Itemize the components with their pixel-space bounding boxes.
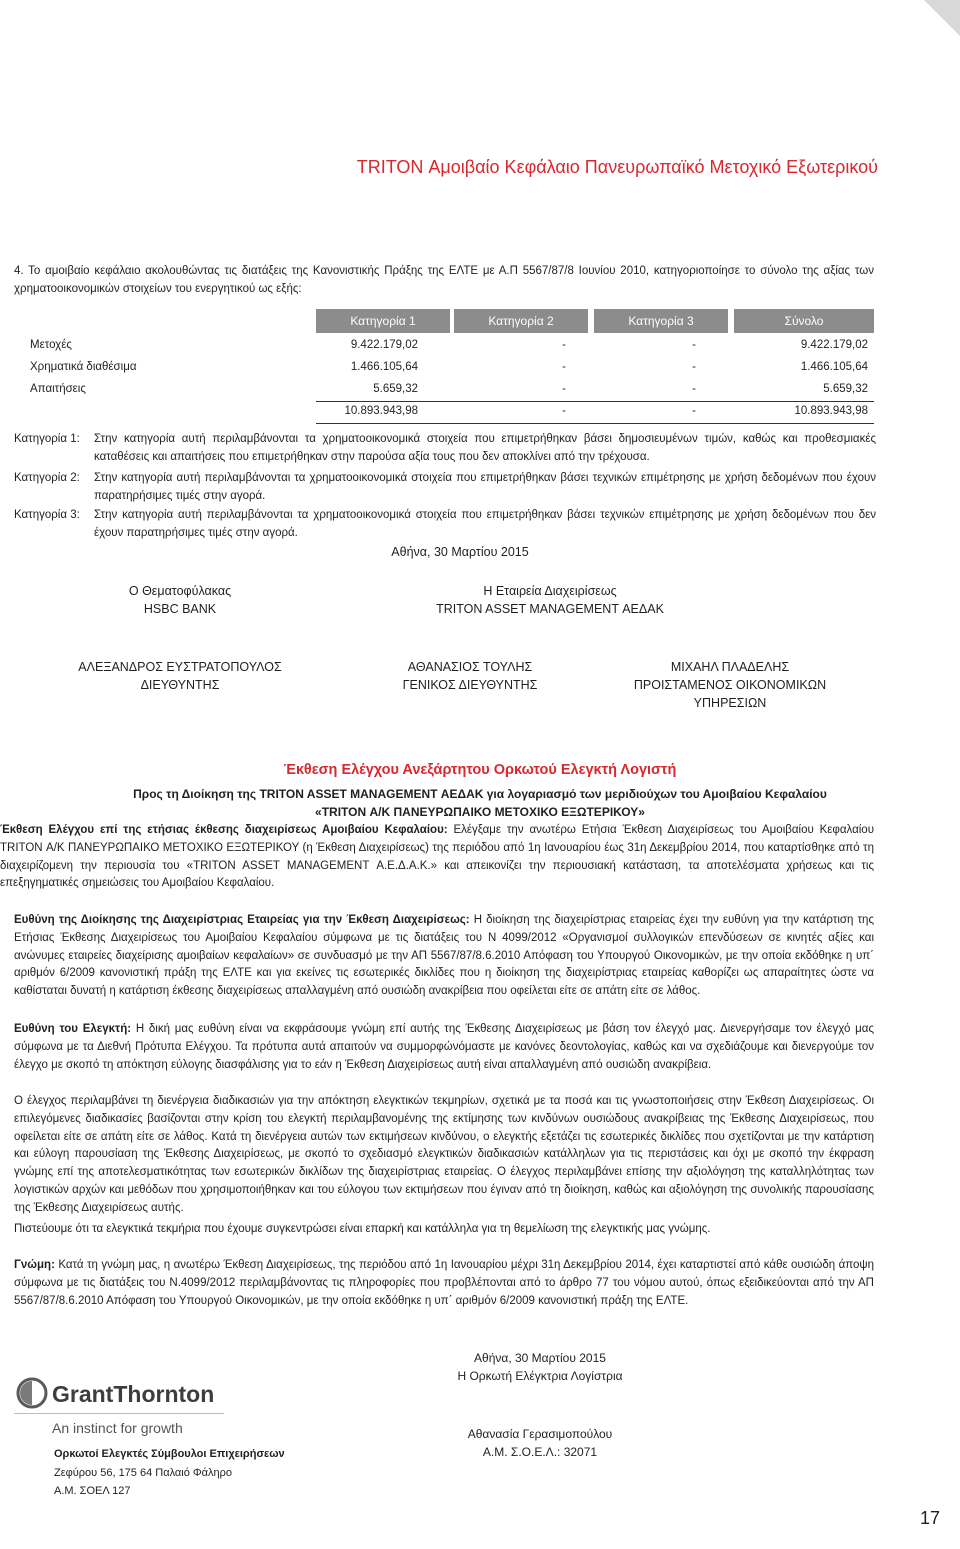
report-paragraph-1	[0, 822, 874, 893]
signatory-2-role: ΓΕΝΙΚΟΣ ΔΙΕΥΘΥΝΤΗΣ	[402, 678, 538, 692]
date-place: Αθήνα, 30 Μαρτίου 2015	[391, 545, 529, 559]
grant-thornton-logo	[14, 1375, 224, 1447]
table-total-cell: 10.893.943,98	[794, 405, 868, 417]
table-header-cat1: Κατηγορία 1	[316, 309, 450, 333]
intro-paragraph: 4. Το αμοιβαίο κεφάλαιο ακολουθώντας τις διατάξεις της Κανονιστικής Πράξης της ΕΛΤΕ με Α.Π 5567/87/8 Ιουνίου 2010, κατηγοριοποίησε το σύνολο της αξίας των χρηματοοικονομικών στοιχείων του ενεργητικού ως εξής:	[14, 265, 874, 295]
table-cell: 5.659,32	[823, 383, 868, 395]
category-text: Στην κατηγορία αυτή περιλαμβάνονται τα χρηματοοικονομικά στοιχεία που επιμετρήθηκαν βάσει δημοσιευμένων τιμών, καθώς και προθεσμιακές καταθέσεις και απαιτήσεις που επιμετρήθηκαν στην παρούσα αξία τους που δεν αποκλίνει από την τρέχουσα.	[94, 433, 876, 463]
paragraph-heading: Ευθύνη του Ελεγκτή:	[14, 1023, 132, 1035]
report-paragraph-4: Ο έλεγχος περιλαμβάνει τη διενέργεια διαδικασιών για την απόκτηση ελεγκτικών τεκμηρίων, σχετικά με τα ποσά και τις γνωστοποιήσεις στην Έκθεση Διαχειρίσεως. Οι επιλεγόμενες διαδικασίες βασίζονται στην κρίση του ελεγκτή περιλαμβανομένης της εκτίμησης των κινδύνων ουσιώδους ανακρίβειας της Έκθεσης Διαχειρίσεως, που οφείλεται είτε σε απάτη είτε σε λάθος. Κατά τη διενέργεια αυτών των εκτιμήσεων κινδύνου, ο ελεγκτής εξετάζει τις εσωτερικές δικλίδες που σχετίζονται με την κατάρτιση και εύλογη παρουσίαση της Έκθεσης Διαχειρίσεως, με σκοπό το σχεδιασμό ελεγκτικών διαδικασιών κατάλληλων για τις περιστάσεις και όχι με σκοπό την έκφραση γνώμης επί της αποτελεσματικότητας των εσωτερικών δικλίδων της διαχειρίστριας εταιρείας. Ο έλεγχος περιλαμβάνει επίσης την αξιολόγηση της καταλληλότητας των λογιστικών αρχών και μεθόδων που χρησιμοποιήθηκαν και του εύλογου των εκτιμήσεων που έγιναν από τη διοίκηση, καθώς και αξιολόγηση της συνολικής παρουσίασης της Έκθεσης Διαχειρίσεως αυτής.	[14, 1095, 874, 1214]
firm-name: Ορκωτοί Ελεγκτές Σύμβουλοι Επιχειρήσεων	[54, 1448, 285, 1460]
table-divider	[316, 423, 874, 424]
report-paragraph-6	[14, 1257, 874, 1310]
table-header-cat2: Κατηγορία 2	[454, 309, 588, 333]
report-paragraph-5: Πιστεύουμε ότι τα ελεγκτικά τεκμήρια που έχουμε συγκεντρώσει είναι επαρκή και κατάλληλα για τη θεμελίωση της ελεγκτικής μας γνώμης.	[14, 1223, 711, 1235]
signatory-3-role: ΠΡΟΙΣΤΑΜΕΝΟΣ ΟΙΚΟΝΟΜΙΚΩΝ	[633, 678, 827, 692]
report-fund-line: «TRITON Α/Κ ΠΑΝΕΥΡΩΠΑΙΚΟ ΜΕΤΟΧΙΚΟ ΕΞΩΤΕΡΙΚΟΥ»	[315, 805, 645, 819]
table-row-label: Χρηματικά διαθέσιμα	[30, 361, 137, 373]
table-cell: 9.422.179,02	[800, 339, 868, 351]
table-divider	[316, 401, 874, 402]
category-text: Στην κατηγορία αυτή περιλαμβάνονται τα χρηματοοικονομικά στοιχεία που επιμετρήθηκαν βάσει τεχνικών επιμέτρησης με χρήση δεδομένων που έχουν παρατηρήσιμες τιμές στην αγορά.	[94, 472, 876, 502]
auditor-name: Αθανασία Γερασιμοπούλου	[467, 1427, 613, 1441]
category-1-note	[14, 431, 876, 467]
table-row-label: Μετοχές	[30, 339, 72, 351]
category-text: Στην κατηγορία αυτή περιλαμβάνονται τα χρηματοοικονομικά στοιχεία που επιμετρήθηκαν βάσει τεχνικών επιμέτρησης με χρήση δεδομένων που δεν έχουν παρατηρήσιμες τιμές στην αγορά.	[94, 509, 876, 539]
signatory-2-name: ΑΘΑΝΑΣΙΟΣ ΤΟΥΛΗΣ	[407, 660, 533, 674]
table-total-cell: -	[562, 405, 566, 417]
table-total-cell: 10.893.943,98	[344, 405, 418, 417]
category-label: Κατηγορία 2:	[14, 472, 80, 484]
category-3-note	[14, 507, 876, 543]
logo-tagline: An instinct for growth	[52, 1420, 183, 1436]
table-header-total: Σύνολο	[734, 309, 874, 333]
paragraph-body: Η δική μας ευθύνη είναι να εκφράσουμε γνώμη επί αυτής της Έκθεσης Διαχειρίσεως με βάση τον έλεγχό μας. Διενεργήσαμε τον έλεγχό μας σύμφωνα με τα Διεθνή Πρότυπα Ελέγχου. Τα πρότυπα αυτά απαιτούν να συμμορφώνόμαστε με κανόνες δεοντολογίας, καθώς και να σχεδιάζουμε και διενεργούμε τον έλεγχο με σκοπό τη απόκτηση εύλογης διασφάλισης για το εάν η Έκθεση Διαχειρίσεως αυτή είναι απαλλαγμένη από ουσιώδη ανακρίβεια.	[14, 1023, 874, 1071]
table-cell: -	[692, 361, 696, 373]
signatory-1-name: ΑΛΕΞΑΝΔΡΟΣ ΕΥΣΤΡΑΤΟΠΟΥΛΟΣ	[78, 660, 282, 674]
table-cell: 1.466.105,64	[350, 361, 418, 373]
company-name: TRITON ASSET MANAGEMENT ΑΕΔΑΚ	[436, 602, 664, 616]
logo-wordmark: GrantThornton	[52, 1381, 215, 1407]
report-paragraph-2	[14, 912, 874, 1001]
report-to-line: Προς τη Διοίκηση της TRITON ASSET MANAGEMENT ΑΕΔΑΚ για λογαριασμό των μεριδιούχων του Αμοιβαίου Κεφαλαίου	[133, 787, 827, 801]
paragraph-body: Η διοίκηση της διαχειρίστριας εταιρείας έχει την ευθύνη για την κατάρτιση της Ετήσιας Έκθεσης Διαχειρίσεως του Αμοιβαίου Κεφαλαίου σύμφωνα με τις διατάξεις του Ν 4099/2012 «Οργανισμοί συλλογικών επενδύσεων σε κινητές αξίες και ανώνυμες εταιρείες διαχείρισης αμοιβαίων κεφαλαίων» σε συνδυασμό με την ΑΠ 5567/87/8.6.2010 Απόφαση του Υπουργού Οικονομικών, με την οποία εκδόθηκε η υπ΄ αριθμόν 6/2009 κανονιστική πράξη της ΕΛΤΕ και για εκείνες τις εσωτερικές δικλίδες που η διοίκηση της διαχειρίστριας εταιρείας καθορίζει ως απαραίτητες ώστε να καθίσταται δυνατή η κατάρτιση έκθεσης διαχειρίσεως απαλλαγμένη από ουσιώδη ανακρίβεια που οφείλεται είτε σε απάτη είτε σε λάθος.	[14, 914, 874, 998]
report-paragraph-3	[14, 1021, 874, 1074]
paragraph-body: Ελέγξαμε την ανωτέρω Ετήσια Έκθεση Διαχειρίσεως του Αμοιβαίου Κεφαλαίου TRITON Α/Κ ΠΑΝΕΥΡΩΠΑΙΚΟ ΜΕΤΟΧΙΚΟ ΕΞΩΤΕΡΙΚΟΥ (η Έκθεση Διαχειρίσεως) της περιόδου από 1η Ιανουαρίου έως 31η Δεκεμβρίου 2014, που καταρτίσθηκε από τη διαχειρίζομενη την περιουσία του «TRITON ASSET MANAGEMENT Α.Ε.Δ.Α.Κ.» και απεικονίζει την περιουσιακή κατάσταση, τα αποτελέσματα χρήσεως και τις επεξηγηματικές σημειώσεις του Αμοιβαίου Κεφαλαίου.	[0, 824, 874, 890]
auditor-date: Αθήνα, 30 Μαρτίου 2015	[474, 1351, 606, 1365]
firm-registration: Α.Μ. ΣΟΕΛ 127	[54, 1485, 131, 1497]
auditor-role: Η Ορκωτή Ελέγκτρια Λογίστρια	[457, 1369, 623, 1383]
custodian-name: HSBC BANK	[143, 602, 217, 616]
table-cell: 5.659,32	[373, 383, 418, 395]
auditor-registration: Α.Μ. Σ.Ο.Ε.Λ.: 32071	[482, 1445, 598, 1459]
signatory-1-role: ΔΙΕΥΘΥΝΤΗΣ	[140, 678, 220, 692]
table-cell: 1.466.105,64	[800, 361, 868, 373]
table-total-cell: -	[692, 405, 696, 417]
corner-decoration	[924, 0, 960, 36]
paragraph-heading: Γνώμη:	[14, 1259, 55, 1271]
custodian-title: Ο Θεματοφύλακας	[128, 584, 232, 598]
signatory-3-role-cont: ΥΠΗΡΕΣΙΩΝ	[693, 696, 767, 710]
signatory-3-name: ΜΙΧΑΗΛ ΠΛΑΔΕΛΗΣ	[670, 660, 790, 674]
table-row-label: Απαιτήσεις	[30, 383, 86, 395]
page-title: TRITON Αμοιβαίο Κεφάλαιο Πανευρωπαϊκό Μετοχικό Εξωτερικού	[356, 157, 878, 177]
firm-address: Ζεφύρου 56, 175 64 Παλαιό Φάληρο	[54, 1467, 233, 1479]
paragraph-heading: Ευθύνη της Διοίκησης της Διαχειρίστριας Εταιρείας για την Έκθεση Διαχειρίσεως:	[14, 914, 470, 926]
table-cell: -	[562, 361, 566, 373]
table-cell: -	[692, 339, 696, 351]
report-heading: Έκθεση Ελέγχου Ανεξάρτητου Ορκωτού Ελεγκτή Λογιστή	[283, 762, 677, 778]
table-cell: -	[562, 383, 566, 395]
category-label: Κατηγορία 1:	[14, 433, 80, 445]
table-header-cat3: Κατηγορία 3	[594, 309, 728, 333]
paragraph-heading: Έκθεση Ελέγχου επί της ετήσιας έκθεσης διαχειρίσεως Αμοιβαίου Κεφαλαίου:	[0, 824, 448, 836]
grant-thornton-logo-icon	[14, 1375, 224, 1447]
table-cell: -	[692, 383, 696, 395]
table-cell: -	[562, 339, 566, 351]
table-cell: 9.422.179,02	[350, 339, 418, 351]
category-label: Κατηγορία 3:	[14, 509, 80, 521]
category-2-note	[14, 470, 876, 506]
page-number: 17	[919, 1508, 940, 1528]
company-title: Η Εταιρεία Διαχειρίσεως	[483, 584, 617, 598]
paragraph-body: Κατά τη γνώμη μας, η ανωτέρω Έκθεση Διαχειρίσεως, της περιόδου από 1η Ιανουαρίου μέχρι 31η Δεκεμβρίου 2014, έχει καταρτιστεί από κάθε ουσιώδη άποψη σύμφωνα με τις διατάξεις του Ν.4099/2012 περιλαμβάνοντας τις πληροφορίες που προβλέπονται από το άρθρο 77 του νόμου αυτού, όπως εξειδικεύονται από την ΑΠ 5567/87/8.6.2010 Απόφαση του Υπουργού Οικονομικών, με την οποία εκδόθηκε η υπ΄ αριθμόν 6/2009 κανονιστική πράξη της ΕΛΤΕ.	[14, 1259, 874, 1307]
